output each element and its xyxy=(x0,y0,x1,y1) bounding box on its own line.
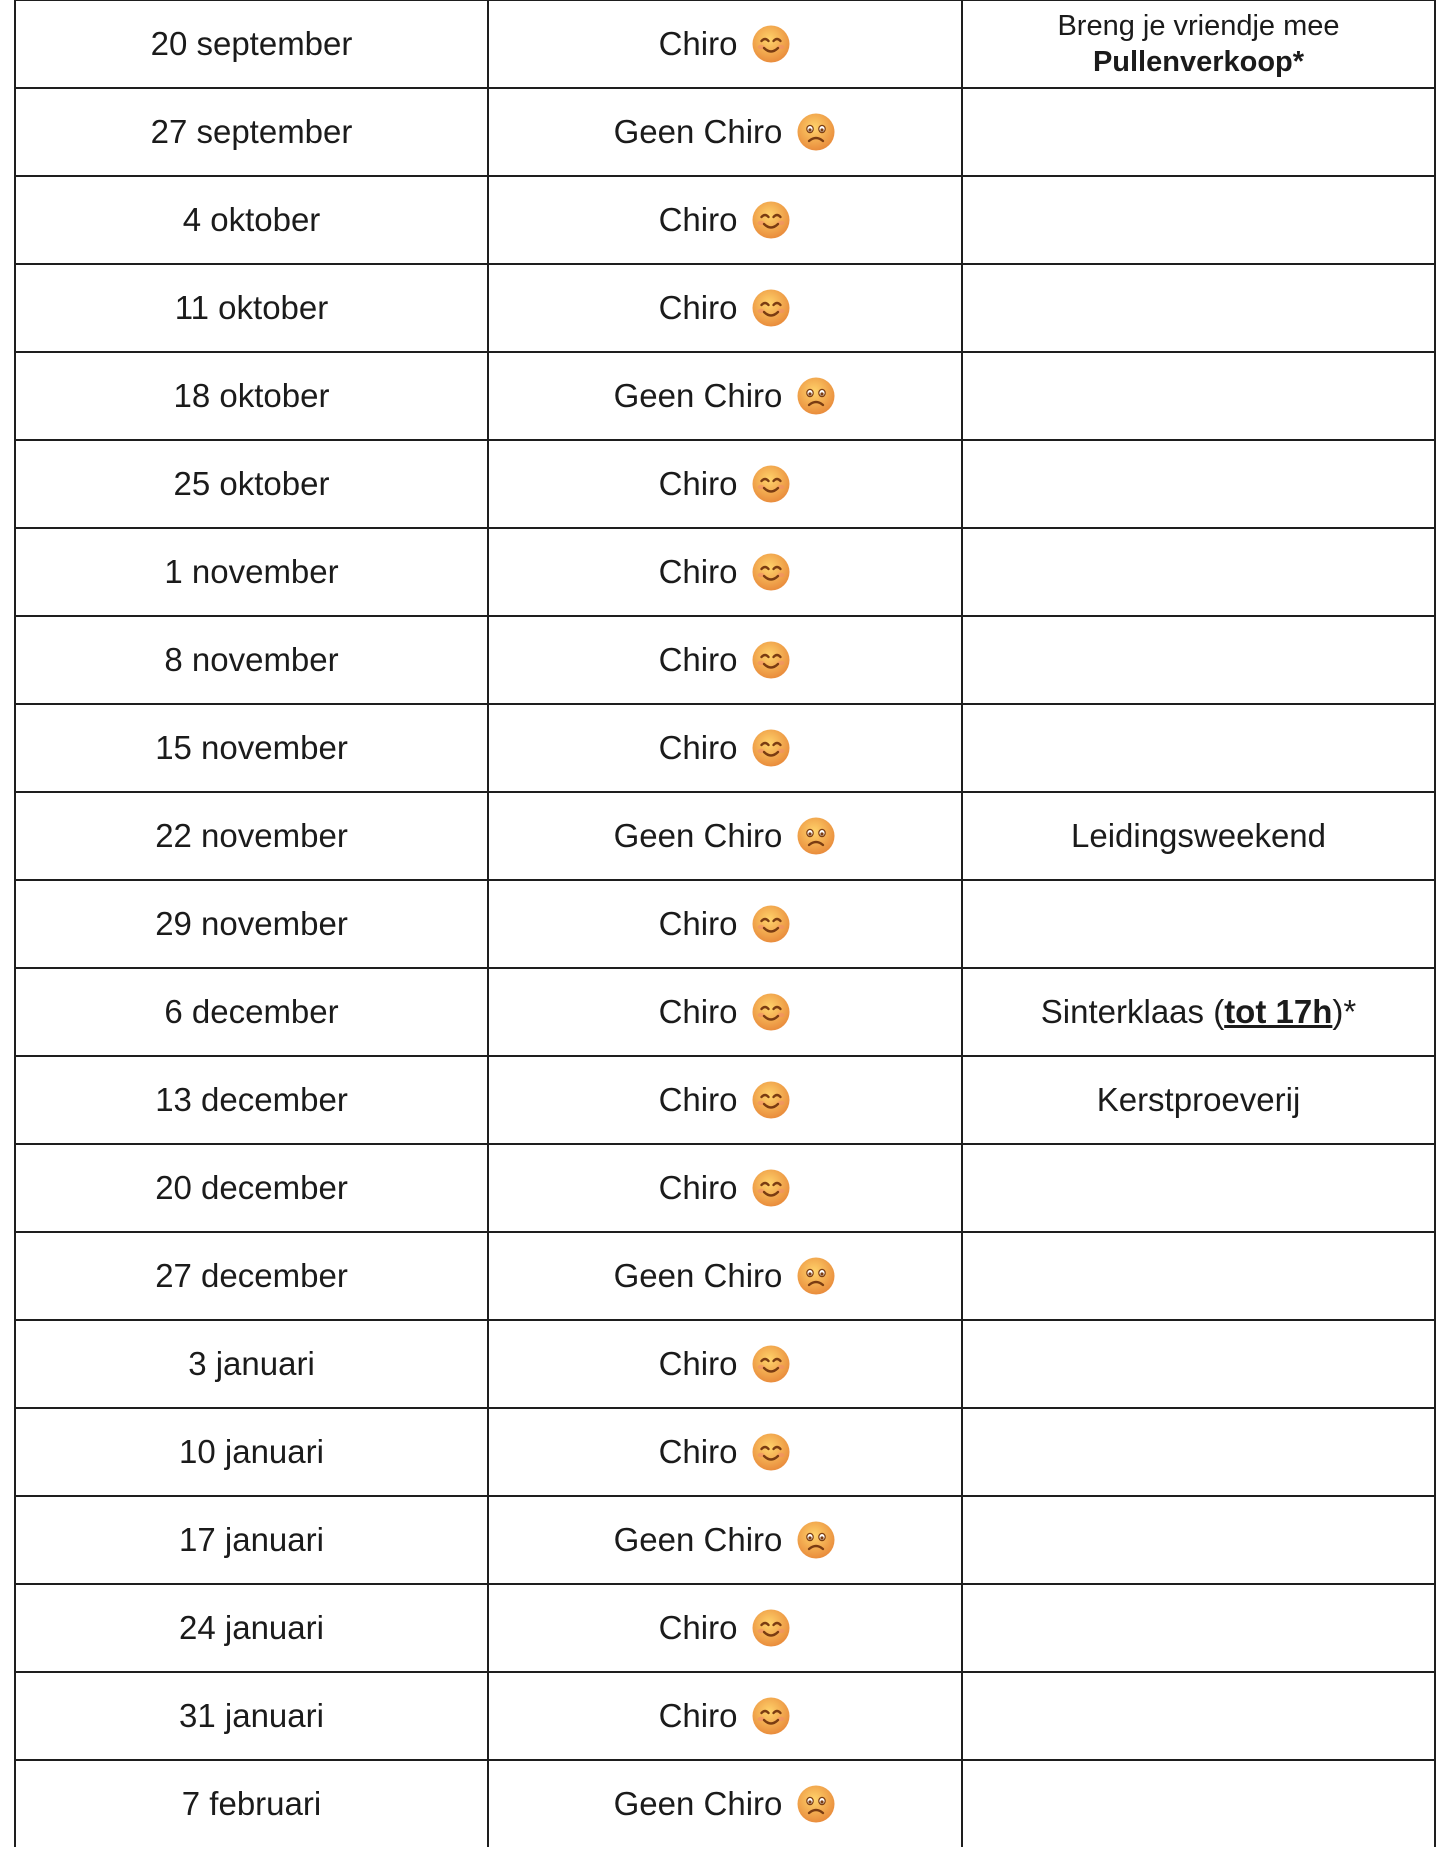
status-cell xyxy=(488,1320,962,1408)
status-cell xyxy=(488,264,962,352)
status-label: Chiro xyxy=(658,1609,738,1647)
note-cell xyxy=(962,1408,1435,1496)
table-row xyxy=(15,1408,1435,1496)
table-row xyxy=(15,264,1435,352)
smiling-face-icon xyxy=(751,552,791,592)
table-row xyxy=(15,1056,1435,1144)
note-cell xyxy=(962,352,1435,440)
status-label: Chiro xyxy=(658,1345,738,1383)
smiling-face-icon xyxy=(751,904,791,944)
date-cell: 10 januari xyxy=(15,1408,488,1496)
frowning-face-icon xyxy=(796,1784,836,1824)
date-cell: 11 oktober xyxy=(15,264,488,352)
note-cell xyxy=(962,88,1435,176)
frowning-face-icon xyxy=(796,816,836,856)
table-row xyxy=(15,1144,1435,1232)
table-row xyxy=(15,968,1435,1056)
status-cell xyxy=(488,0,962,88)
smiling-face-icon xyxy=(751,552,791,592)
note-cell xyxy=(962,968,1435,1056)
note-text-pre: Sinterklaas ( xyxy=(1040,993,1225,1031)
status-cell xyxy=(488,1760,962,1847)
status-label: Geen Chiro xyxy=(613,113,783,151)
status-cell xyxy=(488,440,962,528)
smiling-face-icon xyxy=(751,24,791,64)
table-row xyxy=(15,352,1435,440)
date-cell: 29 november xyxy=(15,880,488,968)
status-label: Chiro xyxy=(658,1433,738,1471)
status-cell xyxy=(488,88,962,176)
frowning-face-icon xyxy=(796,1520,836,1560)
smiling-face-icon xyxy=(751,1344,791,1384)
date-cell: 3 januari xyxy=(15,1320,488,1408)
status-label: Chiro xyxy=(658,905,738,943)
smiling-face-icon xyxy=(751,288,791,328)
table-row xyxy=(15,1320,1435,1408)
date-cell: 24 januari xyxy=(15,1584,488,1672)
smiling-face-icon xyxy=(751,464,791,504)
date-cell: 20 september xyxy=(15,0,488,88)
smiling-face-icon xyxy=(751,904,791,944)
date-cell: 4 oktober xyxy=(15,176,488,264)
frowning-face-icon xyxy=(796,1256,836,1296)
status-label: Geen Chiro xyxy=(613,1521,783,1559)
smiling-face-icon xyxy=(751,1168,791,1208)
note-cell xyxy=(962,1144,1435,1232)
smiling-face-icon xyxy=(751,1080,791,1120)
schedule-table xyxy=(14,0,1436,1847)
date-cell: 13 december xyxy=(15,1056,488,1144)
smiling-face-icon xyxy=(751,1608,791,1648)
note-line: Breng je vriendje mee xyxy=(1057,9,1340,42)
status-cell xyxy=(488,704,962,792)
date-cell: 15 november xyxy=(15,704,488,792)
status-label: Chiro xyxy=(658,641,738,679)
status-label: Chiro xyxy=(658,201,738,239)
smiling-face-icon xyxy=(751,728,791,768)
table-row xyxy=(15,1496,1435,1584)
table-row xyxy=(15,440,1435,528)
note-cell xyxy=(962,1584,1435,1672)
date-cell: 17 januari xyxy=(15,1496,488,1584)
smiling-face-icon xyxy=(751,24,791,64)
note-cell xyxy=(962,704,1435,792)
status-cell xyxy=(488,616,962,704)
smiling-face-icon xyxy=(751,288,791,328)
frowning-face-icon xyxy=(796,1784,836,1824)
status-label: Chiro xyxy=(658,289,738,327)
table-row xyxy=(15,1584,1435,1672)
date-cell: 8 november xyxy=(15,616,488,704)
frowning-face-icon xyxy=(796,112,836,152)
status-cell xyxy=(488,1584,962,1672)
note-text-post: )* xyxy=(1332,993,1357,1031)
status-label: Chiro xyxy=(658,465,738,503)
date-cell: 20 december xyxy=(15,1144,488,1232)
smiling-face-icon xyxy=(751,640,791,680)
note-text-emphasis: tot 17h xyxy=(1224,993,1333,1031)
status-cell xyxy=(488,528,962,616)
status-cell xyxy=(488,176,962,264)
smiling-face-icon xyxy=(751,1432,791,1472)
smiling-face-icon xyxy=(751,464,791,504)
status-label: Chiro xyxy=(658,729,738,767)
table-row xyxy=(15,528,1435,616)
smiling-face-icon xyxy=(751,200,791,240)
note-line-bold: Pullenverkoop* xyxy=(1092,46,1305,78)
status-label: Geen Chiro xyxy=(613,817,783,855)
smiling-face-icon xyxy=(751,200,791,240)
date-cell: 6 december xyxy=(15,968,488,1056)
note-cell xyxy=(962,1672,1435,1760)
table-row xyxy=(15,88,1435,176)
date-cell: 31 januari xyxy=(15,1672,488,1760)
date-cell: 7 februari xyxy=(15,1760,488,1847)
status-label: Geen Chiro xyxy=(613,1257,783,1295)
status-cell xyxy=(488,1496,962,1584)
status-cell xyxy=(488,1672,962,1760)
status-label: Chiro xyxy=(658,553,738,591)
note-cell xyxy=(962,0,1435,88)
status-cell xyxy=(488,1056,962,1144)
date-cell: 27 september xyxy=(15,88,488,176)
smiling-face-icon xyxy=(751,1696,791,1736)
date-cell: 25 oktober xyxy=(15,440,488,528)
table-row xyxy=(15,792,1435,880)
status-cell xyxy=(488,1232,962,1320)
frowning-face-icon xyxy=(796,816,836,856)
note-cell xyxy=(962,440,1435,528)
status-label: Geen Chiro xyxy=(613,377,783,415)
schedule-table-body xyxy=(15,0,1435,1847)
status-cell xyxy=(488,880,962,968)
smiling-face-icon xyxy=(751,1168,791,1208)
note-cell xyxy=(962,880,1435,968)
frowning-face-icon xyxy=(796,112,836,152)
note-cell xyxy=(962,1320,1435,1408)
smiling-face-icon xyxy=(751,728,791,768)
status-label: Chiro xyxy=(658,1169,738,1207)
smiling-face-icon xyxy=(751,640,791,680)
status-label: Chiro xyxy=(658,25,738,63)
status-label: Geen Chiro xyxy=(613,1785,783,1823)
status-cell xyxy=(488,352,962,440)
date-cell: 18 oktober xyxy=(15,352,488,440)
frowning-face-icon xyxy=(796,376,836,416)
frowning-face-icon xyxy=(796,1256,836,1296)
date-cell: 22 november xyxy=(15,792,488,880)
status-cell xyxy=(488,1408,962,1496)
table-row xyxy=(15,616,1435,704)
table-row xyxy=(15,1232,1435,1320)
table-row xyxy=(15,1760,1435,1847)
smiling-face-icon xyxy=(751,992,791,1032)
date-cell: 1 november xyxy=(15,528,488,616)
status-label: Chiro xyxy=(658,1081,738,1119)
smiling-face-icon xyxy=(751,1080,791,1120)
note-cell xyxy=(962,1760,1435,1847)
smiling-face-icon xyxy=(751,1344,791,1384)
note-cell: Kerstproeverij xyxy=(962,1056,1435,1144)
status-label: Chiro xyxy=(658,993,738,1031)
status-cell xyxy=(488,1144,962,1232)
frowning-face-icon xyxy=(796,1520,836,1560)
date-cell: 27 december xyxy=(15,1232,488,1320)
note-cell xyxy=(962,264,1435,352)
status-cell xyxy=(488,792,962,880)
table-row xyxy=(15,176,1435,264)
smiling-face-icon xyxy=(751,992,791,1032)
status-label: Chiro xyxy=(658,1697,738,1735)
note-cell xyxy=(962,176,1435,264)
smiling-face-icon xyxy=(751,1696,791,1736)
smiling-face-icon xyxy=(751,1608,791,1648)
table-row xyxy=(15,0,1435,88)
frowning-face-icon xyxy=(796,376,836,416)
table-row xyxy=(15,1672,1435,1760)
status-cell xyxy=(488,968,962,1056)
note-cell xyxy=(962,1496,1435,1584)
note-cell xyxy=(962,1232,1435,1320)
smiling-face-icon xyxy=(751,1432,791,1472)
note-cell xyxy=(962,528,1435,616)
note-cell: Leidingsweekend xyxy=(962,792,1435,880)
table-row xyxy=(15,704,1435,792)
table-row xyxy=(15,880,1435,968)
note-cell xyxy=(962,616,1435,704)
